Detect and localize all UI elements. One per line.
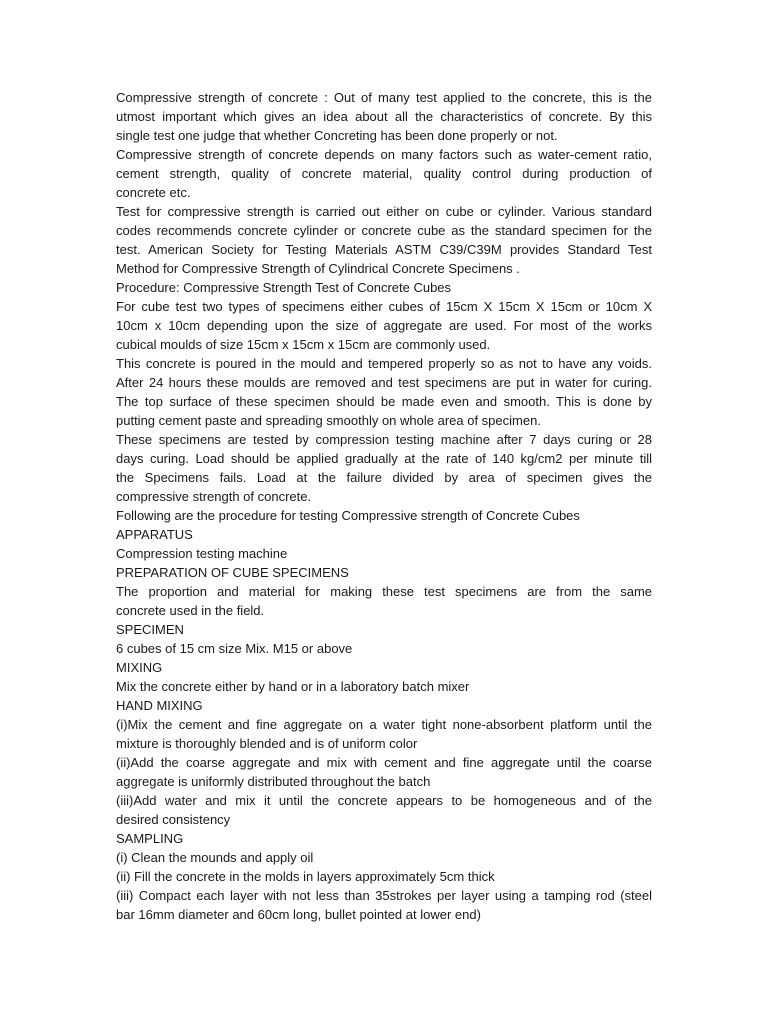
paragraph xyxy=(116,658,652,677)
text-line: Mix the concrete either by hand or in a laboratory batch mixer xyxy=(116,679,470,694)
text-line: cubical moulds of size 15cm x 15cm x 15cm are commonly used. xyxy=(116,337,491,352)
paragraph xyxy=(116,791,652,829)
text-line: Following are the procedure for testing Compressive strength of Concrete Cubes xyxy=(116,508,580,523)
text-line: Compressive strength of concrete depends on many factors such as water-cement ratio, xyxy=(116,147,652,162)
text-line: the Specimens fails. Load at the failure divided by area of specimen gives the xyxy=(116,470,652,485)
paragraph xyxy=(116,696,652,715)
text-line: codes recommends concrete cylinder or concrete cube as the standard specimen for the xyxy=(116,223,652,238)
paragraph xyxy=(116,753,652,791)
text-line: concrete used in the field. xyxy=(116,603,265,618)
text-line: (i)Mix the cement and fine aggregate on a water tight none-absorbent platform until the xyxy=(116,717,652,732)
paragraph xyxy=(116,88,652,145)
text-line: (i) Clean the mounds and apply oil xyxy=(116,850,314,865)
paragraph xyxy=(116,620,652,639)
text-line: putting cement paste and spreading smoothly on whole area of specimen. xyxy=(116,413,541,428)
paragraph xyxy=(116,582,652,620)
text-line: HAND MIXING xyxy=(116,698,203,713)
paragraph xyxy=(116,354,652,430)
paragraph xyxy=(116,278,652,297)
text-line: cement strength, quality of concrete material, quality control during production of xyxy=(116,166,652,181)
paragraph xyxy=(116,848,652,867)
text-line: This concrete is poured in the mould and tempered properly so as not to have any voids. xyxy=(116,356,652,371)
text-line: Procedure: Compressive Strength Test of Concrete Cubes xyxy=(116,280,452,295)
text-line: bar 16mm diameter and 60cm long, bullet pointed at lower end) xyxy=(116,907,481,922)
paragraph xyxy=(116,145,652,202)
text-line: MIXING xyxy=(116,660,163,675)
paragraph xyxy=(116,639,652,658)
text-line: For cube test two types of specimens either cubes of 15cm X 15cm X 15cm or 10cm X xyxy=(116,299,652,314)
paragraph xyxy=(116,715,652,753)
text-line: PREPARATION OF CUBE SPECIMENS xyxy=(116,565,349,580)
text-line: Test for compressive strength is carried out either on cube or cylinder. Various standard xyxy=(116,204,652,219)
text-line: mixture is thoroughly blended and is of uniform color xyxy=(116,736,418,751)
paragraph xyxy=(116,867,652,886)
text-line: days curing. Load should be applied gradually at the rate of 140 kg/cm2 per minute till xyxy=(116,451,652,466)
text-line: (ii) Fill the concrete in the molds in layers approximately 5cm thick xyxy=(116,869,495,884)
text-line: SAMPLING xyxy=(116,831,184,846)
text-line: compressive strength of concrete. xyxy=(116,489,312,504)
text-line: Compressive strength of concrete : Out of many test applied to the concrete, this is the xyxy=(116,90,652,105)
text-line: (ii)Add the coarse aggregate and mix with cement and fine aggregate until the coarse xyxy=(116,755,652,770)
text-line: concrete etc. xyxy=(116,185,191,200)
text-line: single test one judge that whether Concreting has been done properly or not. xyxy=(116,128,558,143)
text-line: 10cm x 10cm depending upon the size of aggregate are used. For most of the works xyxy=(116,318,652,333)
text-line: After 24 hours these moulds are removed and test specimens are put in water for curing. xyxy=(116,375,652,390)
paragraph xyxy=(116,886,652,924)
text-line: Method for Compressive Strength of Cylindrical Concrete Specimens . xyxy=(116,261,520,276)
document-body xyxy=(116,88,652,924)
text-line: 6 cubes of 15 cm size Mix. M15 or above xyxy=(116,641,353,656)
paragraph xyxy=(116,202,652,278)
text-line: (iii) Compact each layer with not less than 35strokes per layer using a tamping rod (steel xyxy=(116,888,652,903)
paragraph xyxy=(116,430,652,506)
paragraph xyxy=(116,829,652,848)
paragraph xyxy=(116,544,652,563)
paragraph xyxy=(116,506,652,525)
paragraph xyxy=(116,677,652,696)
text-line: Compression testing machine xyxy=(116,546,288,561)
text-line: test. American Society for Testing Materials ASTM C39/C39M provides Standard Test xyxy=(116,242,652,257)
text-line: aggregate is uniformly distributed throughout the batch xyxy=(116,774,431,789)
text-line: desired consistency xyxy=(116,812,231,827)
text-line: APPARATUS xyxy=(116,527,193,542)
text-line: utmost important which gives an idea about all the characteristics of concrete. By this xyxy=(116,109,652,124)
text-line: The proportion and material for making these test specimens are from the same xyxy=(116,584,652,599)
text-line: The top surface of these specimen should be made even and smooth. This is done by xyxy=(116,394,652,409)
paragraph xyxy=(116,563,652,582)
paragraph xyxy=(116,297,652,354)
text-line: SPECIMEN xyxy=(116,622,184,637)
paragraph xyxy=(116,525,652,544)
text-line: (iii)Add water and mix it until the concrete appears to be homogeneous and of the xyxy=(116,793,652,808)
text-line: These specimens are tested by compression testing machine after 7 days curing or 28 xyxy=(116,432,652,447)
